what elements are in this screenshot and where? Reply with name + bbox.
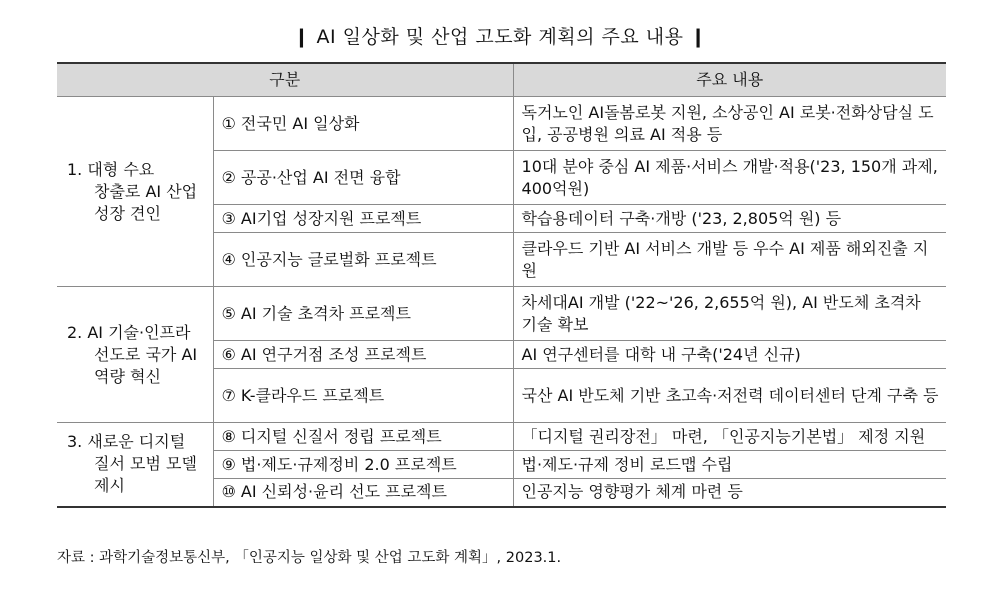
project-cell: ⑧ 디지털 신질서 정립 프로젝트 <box>213 423 513 451</box>
content-cell: AI 연구센터를 대학 내 구축('24년 신규) <box>513 341 946 369</box>
table-row <box>57 423 946 451</box>
table-title <box>0 22 1000 49</box>
content-cell: 독거노인 AI돌봄로봇 지원, 소상공인 AI 로봇·전화상담실 도입, 공공병원 의료 AI 적용 등 <box>513 97 946 151</box>
table-header-row <box>57 63 946 97</box>
plan-table <box>57 62 946 508</box>
category-line: 성장 견인 <box>94 203 161 223</box>
category-line: 창출로 AI 산업 <box>94 181 198 201</box>
content-cell: 10대 분야 중심 AI 제품·서비스 개발·적용('23, 150개 과제, 400억원) <box>513 151 946 205</box>
category-cell <box>57 423 213 507</box>
title-bar-left: ❙ <box>293 26 310 48</box>
category-line: 제시 <box>94 476 125 496</box>
project-cell: ④ 인공지능 글로벌화 프로젝트 <box>213 233 513 287</box>
project-cell: ⑦ K-클라우드 프로젝트 <box>213 369 513 423</box>
table-row <box>57 287 946 341</box>
title-bar-right: ❙ <box>690 26 707 48</box>
category-line: 역량 혁신 <box>94 366 161 386</box>
content-cell: 법·제도·규제 정비 로드맵 수립 <box>513 451 946 479</box>
category-cell <box>57 97 213 287</box>
project-cell: ③ AI기업 성장지원 프로젝트 <box>213 205 513 233</box>
title-text: AI 일상화 및 산업 고도화 계획의 주요 내용 <box>316 26 684 48</box>
category-line: 선도로 국가 AI <box>94 344 198 364</box>
header-category: 구분 <box>57 63 513 97</box>
category-cell <box>57 287 213 423</box>
category-line: 질서 모범 모델 <box>94 454 197 474</box>
header-content: 주요 내용 <box>513 63 946 97</box>
project-cell: ⑨ 법·제도·규제정비 2.0 프로젝트 <box>213 451 513 479</box>
content-cell: 국산 AI 반도체 기반 초고속·저전력 데이터센터 단계 구축 등 <box>513 369 946 423</box>
table-row <box>57 97 946 151</box>
content-cell: 클라우드 기반 AI 서비스 개발 등 우수 AI 제품 해외진출 지원 <box>513 233 946 287</box>
content-cell: 차세대AI 개발 ('22~'26, 2,655억 원), AI 반도체 초격차 기술 확보 <box>513 287 946 341</box>
project-cell: ⑥ AI 연구거점 조성 프로젝트 <box>213 341 513 369</box>
project-cell: ⑩ AI 신뢰성·윤리 선도 프로젝트 <box>213 479 513 507</box>
content-cell: 인공지능 영향평가 체계 마련 등 <box>513 479 946 507</box>
project-cell: ⑤ AI 기술 초격차 프로젝트 <box>213 287 513 341</box>
project-cell: ② 공공·산업 AI 전면 융합 <box>213 151 513 205</box>
source-note: 자료 : 과학기술정보통신부, 「인공지능 일상화 및 산업 고도화 계획」, 2023.1. <box>57 550 562 566</box>
category-line: 1. 대형 수요 <box>67 159 155 179</box>
project-cell: ① 전국민 AI 일상화 <box>213 97 513 151</box>
category-line: 3. 새로운 디지털 <box>67 432 186 452</box>
content-cell: 「디지털 권리장전」 마련, 「인공지능기본법」 제정 지원 <box>513 423 946 451</box>
category-line: 2. AI 기술·인프라 <box>67 322 191 342</box>
content-cell: 학습용데이터 구축·개방 ('23, 2,805억 원) 등 <box>513 205 946 233</box>
